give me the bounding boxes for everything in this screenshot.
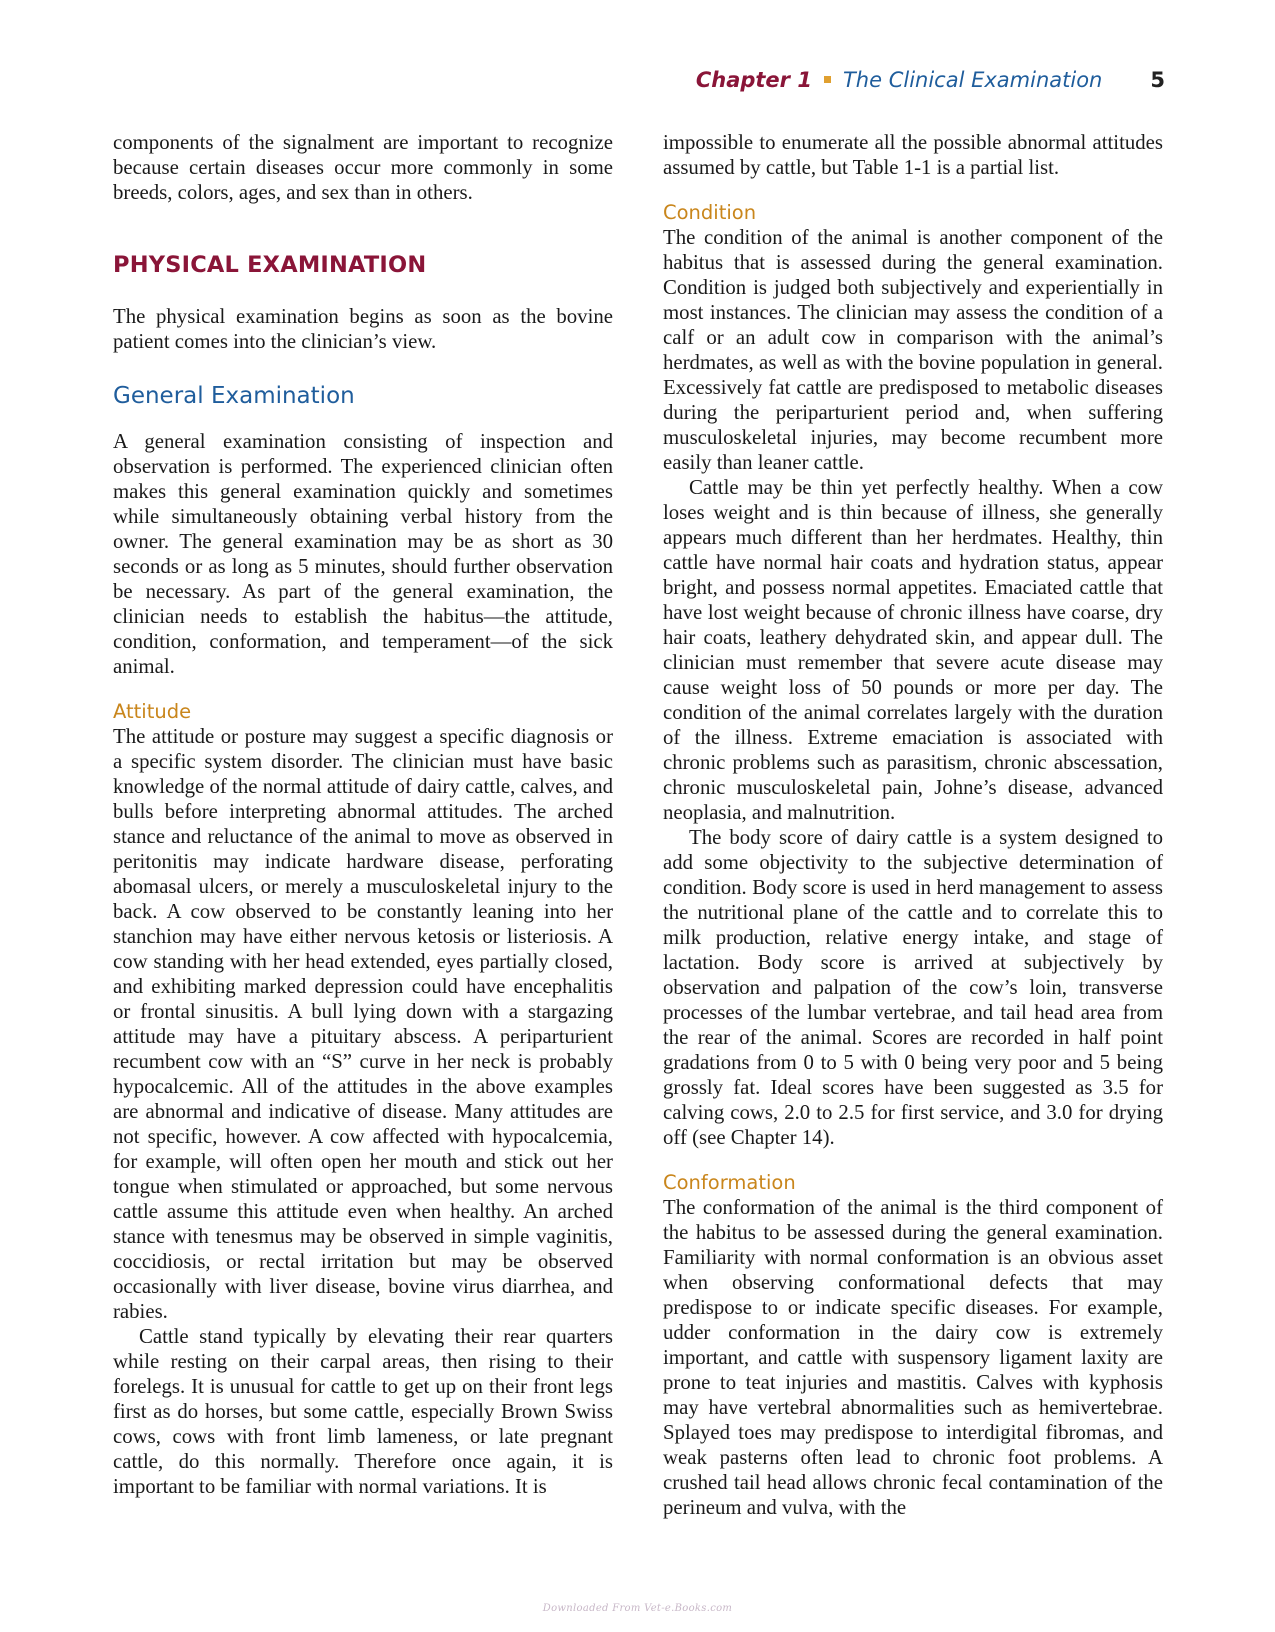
intro-paragraph: components of the signalment are important to recognize because certain diseases occur more commonly in some breeds, colors, ages, and sex than in others. <box>113 131 613 204</box>
general-exam-paragraph: A general examination consisting of inspection and observation is performed. The experienced clinician often makes this general examination quickly and sometimes while simultaneously obtaining verbal history from the owner. The general examination may be as short as 30 seconds or as long as 5 minutes, should further observation be necessary. As part of the general examination, the clinician needs to establish the habitus—the attitude, condition, conformation, and temperament—of the sick animal. <box>113 430 613 678</box>
section-heading: PHYSICAL EXAMINATION <box>113 252 427 278</box>
left-column <box>113 130 613 1499</box>
attitude-paragraph: Cattle stand typically by elevating their rear quarters while resting on their carpal areas, then rising to their forelegs. It is unusual for cattle to get up on their front legs first as do horses, but some cattle, especially Brown Swiss cows, cows with front limb lameness, or late pregnant cattle, do this normally. Therefore once again, it is important to be familiar with normal variations. It is <box>113 1325 613 1498</box>
bullet-separator-icon <box>824 76 831 83</box>
conformation-paragraph: The conformation of the animal is the third component of the habitus to be assessed during the general examination. Familiarity with normal conformation is an obvious asset when observing conformational defects that may predispose to or indicate specific diseases. For example, udder conformation in the dairy cow is extremely important, and cattle with suspensory ligament laxity are prone to teat injuries and mastitis. Calves with kyphosis may have vertebral abnormalities such as hemivertebrae. Splayed toes may predispose to interdigital fibromas, and weak pasterns often lead to chronic foot problems. A crushed tail head allows chronic fecal contamination of the perineum and vulva, with the <box>663 1196 1163 1519</box>
attitude-paragraph: The attitude or posture may suggest a specific diagnosis or a specific system disorder. The clinician must have basic knowledge of the normal attitude of dairy cattle, calves, and bulls before interpreting abnormal attitudes. The arched stance and reluctance of the animal to move as observed in peritonitis may indicate hardware disease, perforating abomasal ulcers, or merely a musculoskeletal injury to the back. A cow observed to be constantly leaning into her stanchion may have either nervous ketosis or listeriosis. A cow standing with her head extended, eyes partially closed, and exhibiting marked depression could have encephalitis or frontal sinusitis. A bull lying down with a stargazing attitude may have a pituitary abscess. A periparturient recumbent cow with an “S” curve in her neck is probably hypocalcemic. All of the attitudes in the above examples are abnormal and indicative of disease. Many attitudes are not specific, however. A cow affected with hypocalcemia, for example, will often open her mouth and stick out her tongue when stimulated or approached, but some nervous cattle assume this attitude even when healthy. An arched stance with tenesmus may be observed in simple vaginitis, coccidiosis, or rectal irritation but may be observed occasionally with liver disease, bovine virus diarrhea, and rabies. <box>113 725 613 1323</box>
download-watermark: Downloaded From Vet-e.Books.com <box>542 1603 733 1614</box>
continuation-paragraph: impossible to enumerate all the possible abnormal attitudes assumed by cattle, but Table 1-1 is a partial list. <box>663 131 1163 179</box>
condition-paragraph: The body score of dairy cattle is a system designed to add some objectivity to the subjective determination of condition. Body score is used in herd management to assess the nutritional plane of the cattle and to correlate this to milk production, relative energy intake, and stage of lactation. Body score is arrived at subjectively by observation and palpation of the cow’s loin, transverse processes of the lumbar vertebrae, and tail head area from the rear of the animal. Scores are recorded in half point gradations from 0 to 5 with 0 being very poor and 5 being grossly fat. Ideal scores have been suggested as 3.5 for calving cows, 2.0 to 2.5 for first service, and 3.0 for drying off (see Chapter 14). <box>663 826 1163 1149</box>
conformation-heading: Conformation <box>663 1171 796 1194</box>
chapter-label: Chapter 1 <box>695 68 812 92</box>
section-intro-paragraph: The physical examination begins as soon as the bovine patient comes into the clinician’s view. <box>113 305 613 353</box>
subsection-heading: General Examination <box>113 383 355 409</box>
chapter-title: The Clinical Examination <box>842 68 1103 92</box>
right-column <box>663 130 1163 1520</box>
page-number: 5 <box>1150 68 1165 92</box>
running-header <box>696 68 1165 92</box>
attitude-heading: Attitude <box>113 700 192 723</box>
condition-paragraph: The condition of the animal is another component of the habitus that is assessed during the general examination. Condition is judged both subjectively and experientially in most instances. The clinician may assess the condition of a calf or an adult cow in comparison with the animal’s herdmates, as well as with the bovine population in general. Excessively fat cattle are predisposed to metabolic diseases during the periparturient period and, when suffering musculoskeletal injuries, may become recumbent more easily than leaner cattle. <box>663 226 1163 474</box>
condition-paragraph: Cattle may be thin yet perfectly healthy. When a cow loses weight and is thin because of illness, she generally appears much different than her herdmates. Healthy, thin cattle have normal hair coats and hydration status, appear bright, and possess normal appetites. Emaciated cattle that have lost weight because of chronic illness have coarse, dry hair coats, leathery dehydrated skin, and appear dull. The clinician must remember that severe acute disease may cause weight loss of 50 pounds or more per day. The condition of the animal correlates largely with the duration of the illness. Extreme emaciation is associated with chronic problems such as parasitism, chronic abscessation, chronic musculoskeletal pain, Johne’s disease, advanced neoplasia, and malnutrition. <box>663 476 1163 824</box>
condition-heading: Condition <box>663 201 757 224</box>
